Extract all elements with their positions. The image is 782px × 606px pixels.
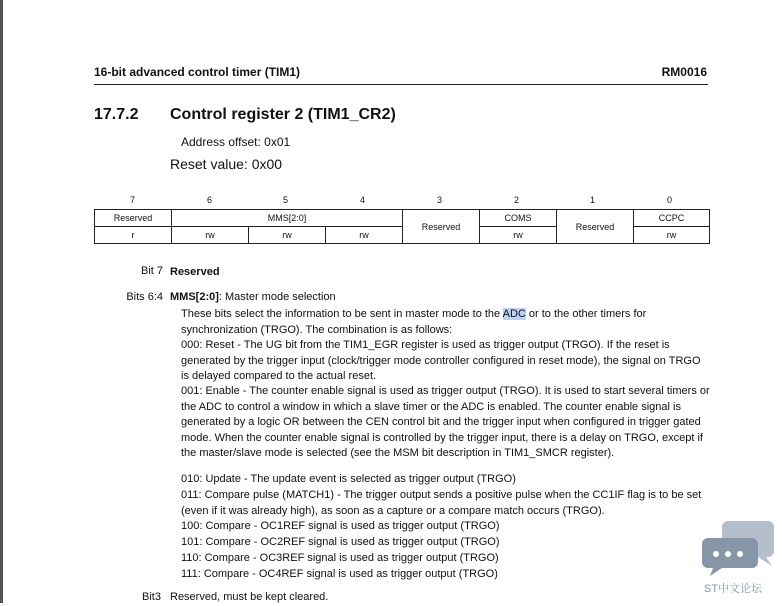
mms-intro bbox=[181, 307, 711, 338]
bit3-description: Reserved, must be kept cleared. bbox=[170, 591, 329, 603]
mms-010-description: 010: Update - The update event is selected as trigger output (TRGO) bbox=[181, 473, 516, 485]
bit7-label: Bit 7 bbox=[140, 265, 163, 277]
mms-intro-text-2: or to the other timers for synchronization (TRGO). The combination is as follows: bbox=[181, 308, 647, 336]
access-bit2: rw bbox=[480, 227, 557, 244]
bits64-subtitle: : Master mode selection bbox=[218, 291, 336, 303]
section-title: Control register 2 (TIM1_CR2) bbox=[170, 106, 396, 123]
highlighted-term: ADC bbox=[502, 308, 526, 320]
bit-number: 3 bbox=[436, 195, 442, 205]
bits64-label: Bits 6:4 bbox=[126, 291, 163, 303]
bits64-title: MMS[2:0] bbox=[170, 291, 219, 303]
mms-001-description: 001: Enable - The counter enable signal is used as trigger output (TRGO). It is used to start several timers or the ADC to control a window in which a slave timer or the ADC is enabled. The counter enable signal is generated by a logic OR between the CEN control bit and the trigger input when configured in trigger gated mode. When the counter enable signal is controlled by the trigger input, there is a delay on TRGO, except if the master/slave mode is selected (see the MSM bit description in TIM1_SMCR register). bbox=[181, 385, 710, 460]
section-number: 17.7.2 bbox=[94, 106, 139, 123]
field-coms: COMS bbox=[480, 210, 557, 227]
field-bit1: Reserved bbox=[557, 210, 634, 244]
address-offset: Address offset: 0x01 bbox=[181, 135, 291, 149]
mms-110-description: 110: Compare - OC3REF signal is used as trigger output (TRGO) bbox=[181, 552, 499, 564]
field-bit7: Reserved bbox=[95, 210, 172, 227]
access-bit5: rw bbox=[249, 227, 326, 244]
bit-number: 7 bbox=[129, 195, 135, 205]
bit3-label: Bit3 bbox=[142, 591, 161, 603]
bits64-heading bbox=[170, 290, 336, 306]
running-header-title: 16-bit advanced control timer (TIM1) bbox=[94, 65, 301, 79]
watermark-text: ST中文论坛 bbox=[704, 583, 763, 595]
bit-number: 5 bbox=[282, 195, 288, 205]
left-border bbox=[0, 0, 3, 603]
header-divider bbox=[94, 84, 708, 85]
bit-number: 0 bbox=[666, 195, 672, 205]
access-bit4: rw bbox=[326, 227, 403, 244]
bit-number-row bbox=[94, 195, 708, 209]
mms-100-description: 100: Compare - OC1REF signal is used as trigger output (TRGO) bbox=[181, 520, 500, 532]
bit-number: 6 bbox=[206, 195, 212, 205]
chat-bubble-icon bbox=[700, 518, 776, 578]
field-mms: MMS[2:0] bbox=[172, 210, 403, 227]
reset-value: Reset value: 0x00 bbox=[170, 156, 283, 172]
bit-number: 2 bbox=[513, 195, 519, 205]
access-bit7: r bbox=[95, 227, 172, 244]
mms-000-description: 000: Reset - The UG bit from the TIM1_EGR register is used as trigger output (TRGO). If the reset is generated by the trigger input (clock/trigger mode controller configured in reset mode), the signal on TRGO is delayed compared to the actual reset. bbox=[181, 339, 701, 383]
bit-number: 1 bbox=[589, 195, 595, 205]
field-row bbox=[95, 210, 710, 227]
access-bit6: rw bbox=[172, 227, 249, 244]
document-id: RM0016 bbox=[661, 65, 707, 79]
bit7-title: Reserved bbox=[170, 266, 220, 278]
mms-intro-text: These bits select the information to be sent in master mode to the bbox=[181, 308, 503, 320]
mms-011-description: 011: Compare pulse (MATCH1) - The trigger output sends a positive pulse when the CC1IF flag is to be set (even if it was already high), as soon as a capture or a compare match occurs (TRGO). bbox=[181, 489, 702, 517]
mms-101-description: 101: Compare - OC2REF signal is used as trigger output (TRGO) bbox=[181, 536, 500, 548]
mms-111-description: 111: Compare - OC4REF signal is used as trigger output (TRGO) bbox=[181, 568, 498, 580]
field-bit3: Reserved bbox=[403, 210, 480, 244]
access-bit0: rw bbox=[634, 227, 710, 244]
register-map-table bbox=[94, 209, 710, 244]
field-ccpc: CCPC bbox=[634, 210, 710, 227]
bit-number: 4 bbox=[359, 195, 365, 205]
